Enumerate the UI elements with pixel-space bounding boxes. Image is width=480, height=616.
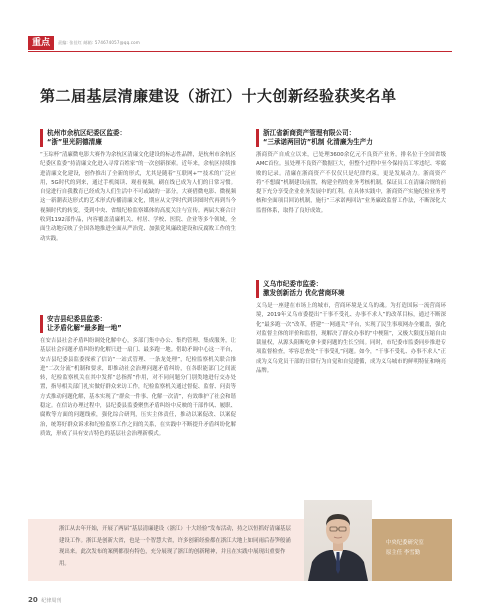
section-body-left-1: “玉琮杯”清廉微电影大赛作为余杭区清廉文化建设的标志性品牌，是杭州市余杭区纪委区监委“持清廉文化进入寻常百姓家”的一次创新探索。近年来，余杭区持续推进清廉文化建设，创作推出了全新的形式，尤其是随着“互联网+”“技术的广泛应用，5G时代的到来，通过手机阅读、观看视频，刷在线已成为人们的日常习惯。自觉进行自我教育已经成为人们生活中不可或缺的一部分，大赛借微电影、微视频这一新潮表达形式的艺术形式传播清廉文化，期应从文学时代到读图时代再到当今视频时代的转变，受到中央、省级纪检监察媒体的高度关注与宣传。两届大赛合计收到1192部作品，内容覆盖清廉机关、村居、学校、医院、企业等多个领域，全面生动地反映了全国各地推进全面从严治党、加强党风廉政建设和反腐败工作的生动实践。 [40, 152, 236, 242]
section-org: 杭州市余杭区纪委区监委： [47, 129, 127, 137]
section-body-right-1: 浙商资产自成立以来，已处理3600余亿元不良资产业务，排名位于全国省级AMC首位。虽处理不良资产数据巨大，但整个过程中至今保持员工零违纪、零腐败的记录。清廉在浙商资产不仅仅只是纪律约束，更是发展动力。浙商资产将“不想腐”机制建设前置，构建全程的业务考核机制，保证员工在清廉合规的前提下充分享受企业业务发展中的红利。在具体实践中，浙商资产实施纪检业务考核和全面项目回访机制，施行“三承诺两回访”业务廉政监督工作法，不断深化大监督体系，取得了良好成效。 [256, 152, 446, 214]
portrait-photo [304, 500, 372, 581]
section-body-right-2: 义乌是一座建在市场上的城市，营商环境是义乌的魂。为打造国际一流营商环境，2019年义乌市委提出“干事不受礼、办事不求人”的改革目标，通过不断深化“最多跑一次”改革，搭建“一网通关”平台，实现了民生事项网办全覆盖，强化对监督主体的评价和监督，现解决了群众办事的“中梗阻”，又极大限度压缩自由裁量权，从源头阻断吃拿卡要问题的生长空间。同时，市纪委市监委同步推进专项监督检查，零容忍查处“干事受礼”问题。如今，“干事不受礼、办事不求人”正成为义乌党员干部的日常行为自觉和自觉遵循，成为义乌城市的鲜明特征和响亮品牌。 [256, 303, 446, 375]
section-subtitle: 激发创新活力 优化营商环境 [263, 289, 345, 297]
section-heading-left-1 [40, 129, 126, 147]
section-heading-right-1 [256, 129, 373, 147]
section-subtitle: “三承诺两回访”机制 化清廉为生产力 [263, 138, 373, 146]
caption-name: 原主任 李雪勤 [386, 550, 421, 556]
section-subtitle: 让矛盾化解“最多跑一地” [47, 324, 122, 332]
heading-accent-bar [256, 129, 259, 147]
caption-title: 中央纪委研究室 [386, 540, 424, 546]
heading-accent-bar [256, 280, 259, 298]
section-org: 安吉县纪委县监委： [47, 315, 107, 323]
section-body-left-2: 在安吉县社会矛盾纠纷调处化解中心，多部门集中办公、集约管理、集成服务，让基层社会问题矛盾纠纷的化解只进一扇门、最多跑一地。借助矛调中心这一平台，安吉县纪委县监委探索了信访“一站式管理、一条龙处理”，纪检监察机关联合推进“二次分流”机制和要求，即推动社会治理问题矛盾纠纷，在各职能部门之间流转，纪检监察机关在其中发挥“总指挥”作用，对不同问题分门别类地进行交办处置，指导相关部门扎实做好群众来访工作，纪检监察机关通过督促、监督、问责等方式推动问题化解，基本实现了“群众一件事、化解一次清”，有效维护了社会和谐稳定。在信访办理过程中，县纪委县监委聚焦矛盾纠纷中反映的干部作风、履职、腐败等方面的问题线索，强化综合研判，压实主体责任，推动以案促改、以案促治，统筹好群众诉求和纪检监察工作之间的关系，在实践中不断提升矛盾纠纷化解质效，形成了具有安吉特色的基层社会治理新模式。 [40, 338, 236, 437]
section-heading-right-2 [256, 280, 344, 298]
page-footer [28, 596, 61, 604]
photo-caption-panel [372, 519, 452, 581]
publication-name: 纪律周刊 [41, 598, 62, 604]
heading-accent-bar [40, 315, 43, 333]
header-rule [28, 51, 452, 52]
page-title: 第二届基层清廉建设（浙江）十大创新经验获奖名单 [40, 87, 397, 105]
page-number: 20 [28, 596, 38, 604]
section-tag: 重点 [28, 36, 54, 50]
section-heading-left-2 [40, 315, 122, 333]
header-bar [28, 36, 140, 50]
section-org: 义乌市纪委市监委： [263, 280, 323, 288]
quote-text: 浙江从去年开始，开展了两届“基层清廉建设（浙江）十大经验”发布活动，持之以恒抓好清廉基层建设工作。浙江是创新大省，也是一个智慧大省，许多创新经验都在浙江大地上如同雨后春笋般涌现出来。此次发布的案例都很有特色，充分展现了浙江的创新精神，并且在实践中展现出重要作用。 [59, 526, 291, 567]
section-org: 浙江省新商资产管理有限公司： [263, 129, 356, 137]
portrait-illustration [304, 500, 372, 581]
heading-accent-bar [40, 129, 43, 147]
section-subtitle: “浙”里光阴德清廉 [47, 138, 102, 146]
editor-meta: 责编: 张佳红 邮箱: 574674057@qq.com [58, 40, 140, 45]
